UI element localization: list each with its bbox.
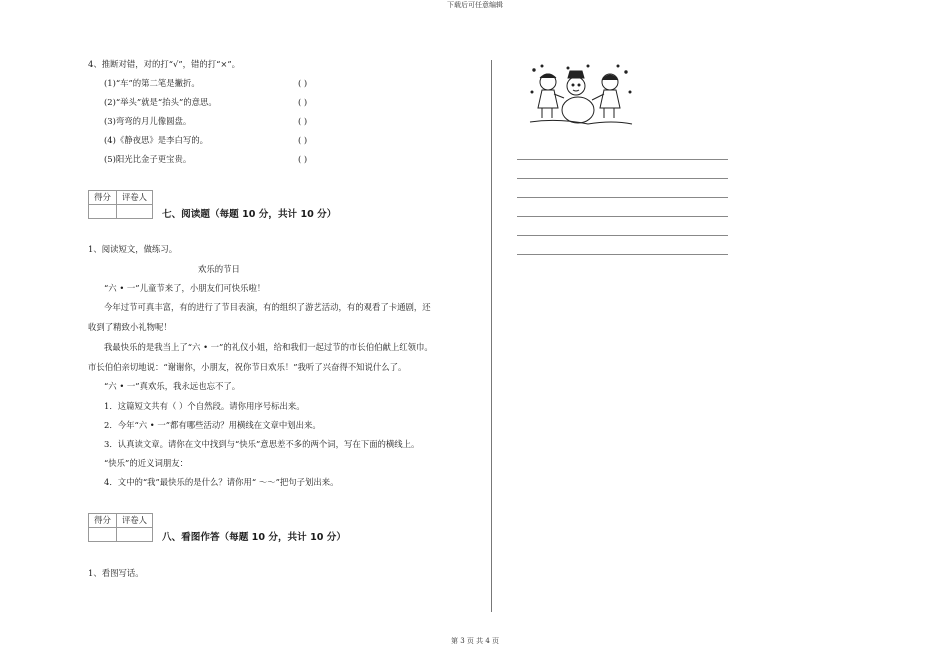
score-box-section7	[88, 190, 153, 219]
q4-item-1: (1)“车”的第二笔是撇折。	[104, 78, 200, 88]
q4-answer-blank-4[interactable]: ( )	[298, 135, 308, 145]
writing-line-1[interactable]	[517, 159, 728, 160]
section8-intro: 1、看图写话。	[88, 568, 144, 578]
q4-answer-blank-2[interactable]: ( )	[298, 97, 308, 107]
q4-answer-blank-5[interactable]: ( )	[298, 154, 308, 164]
writing-line-6[interactable]	[517, 254, 728, 255]
writing-line-4[interactable]	[517, 216, 728, 217]
section7-title: 七、阅读题（每题 10 分，共计 10 分）	[162, 209, 337, 220]
reading-question-2: 2．今年“六 • 一”都有哪些活动？用横线在文章中划出来。	[104, 420, 321, 430]
synonym-prompt: “快乐”的近义词朋友：	[104, 458, 188, 468]
snowman-illustration-icon	[528, 62, 634, 128]
q4-answer-blank-3[interactable]: ( )	[298, 116, 308, 126]
score-box-rule	[89, 527, 152, 528]
story-paragraph-2-cont: 收到了精致小礼物呢！	[88, 322, 172, 332]
score-label: 得分	[94, 515, 111, 525]
page-footer: 第 3 页 共 4 页	[450, 637, 500, 645]
reading-question-1: 1．这篇短文共有（ ）个自然段。请你用序号标出来。	[104, 401, 305, 411]
score-box-rule	[89, 204, 152, 205]
grader-label: 评卷人	[121, 192, 148, 202]
reading-question-3: 3．认真读文章。请你在文中找到与“快乐”意思差不多的两个词，写在下面的横线上。	[104, 439, 420, 449]
story-paragraph-1: “六 • 一”儿童节来了，小朋友们可快乐啦！	[104, 283, 266, 293]
story-paragraph-3-cont: 市长伯伯亲切地说：“谢谢你，小朋友，祝你节日欢乐！”我听了兴奋得不知说什么了。	[88, 362, 407, 372]
writing-line-2[interactable]	[517, 178, 728, 179]
section8-title: 八、看图作答（每题 10 分，共计 10 分）	[162, 532, 346, 543]
story-paragraph-2: 今年过节可真丰富，有的进行了节目表演，有的组织了游艺活动，有的观看了卡通剧，还	[104, 302, 431, 312]
story-title: 欢乐的节日	[198, 264, 240, 274]
grader-label: 评卷人	[121, 515, 148, 525]
q4-item-3: (3)弯弯的月儿像圆盘。	[104, 116, 192, 126]
score-label: 得分	[94, 192, 111, 202]
q4-item-4: (4)《静夜思》是李白写的。	[104, 135, 208, 145]
writing-line-3[interactable]	[517, 197, 728, 198]
q4-item-2: (2)“举头”就是“抬头”的意思。	[104, 97, 217, 107]
page-header: 下载后可任意编辑	[447, 1, 503, 9]
reading-question-4: 4．文中的“我”最快乐的是什么？请你用“ ～～”把句子划出来。	[104, 477, 339, 487]
writing-line-5[interactable]	[517, 235, 728, 236]
q4-item-5: (5)阳光比金子更宝贵。	[104, 154, 192, 164]
section7-intro: 1、阅读短文，做练习。	[88, 244, 178, 254]
story-paragraph-4: “六 • 一”真欢乐，我永远也忘不了。	[104, 381, 241, 391]
column-divider	[491, 60, 492, 612]
q4-title: 4、推断对错，对的打“√”，错的打“×”。	[88, 59, 241, 69]
q4-answer-blank-1[interactable]: ( )	[298, 78, 308, 88]
children-building-snowman-illustration	[528, 62, 634, 128]
story-paragraph-3: 我最快乐的是我当上了“六 • 一”的礼仪小姐，给和我们一起过节的市长伯伯献上红领巾。	[104, 342, 433, 352]
score-box-section8	[88, 513, 153, 542]
